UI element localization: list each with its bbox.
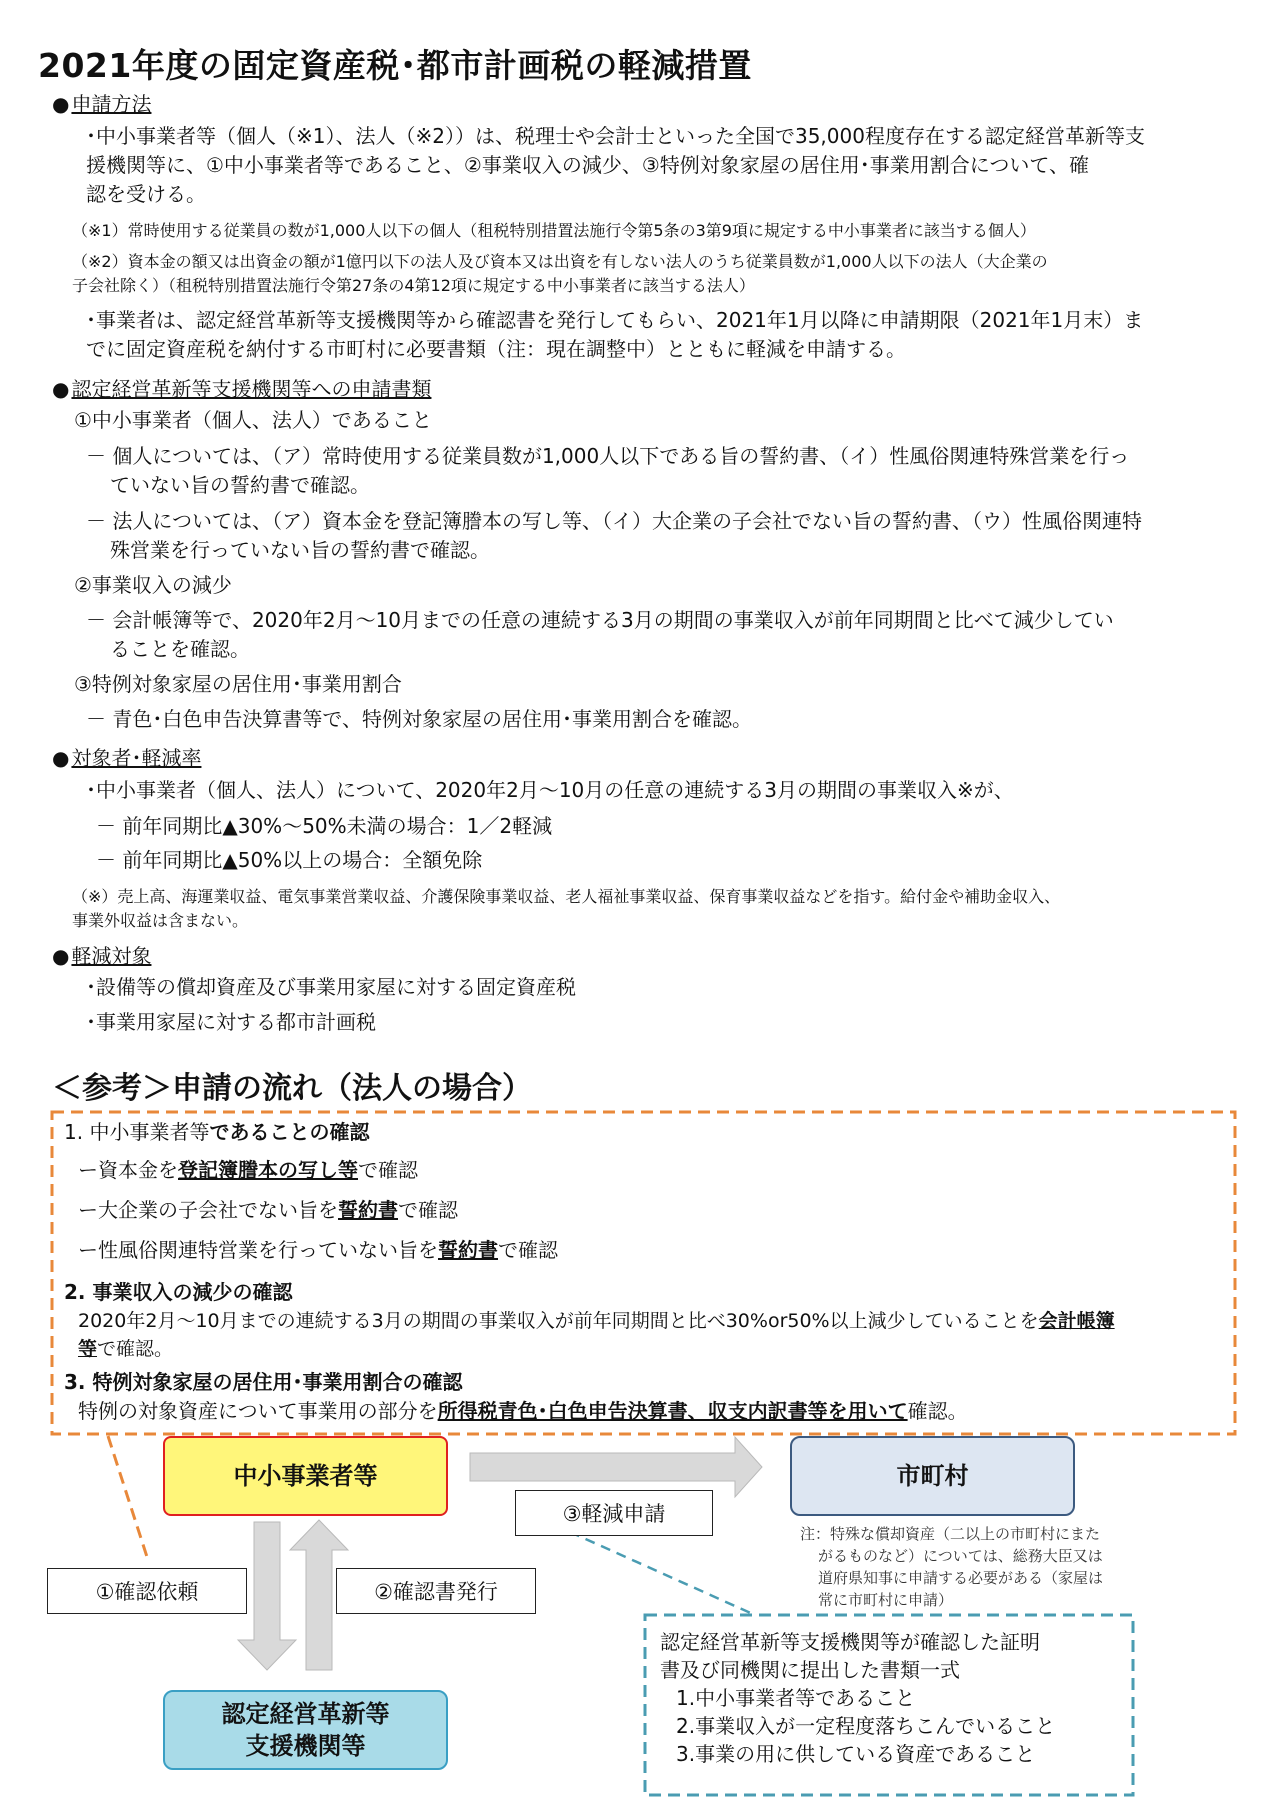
s1-bullet2-line1: ･事業者は、認定経営革新等支援機関等から確認書を発行してもらい、2021年1月以降に申請期限（2021年1月末）ま [86, 308, 1144, 332]
s2-item1a-line2: ていない旨の誓約書で確認。 [110, 473, 370, 497]
support-label-line2: 支援機関等 [245, 1732, 366, 1760]
municipality-box: 市町村 [790, 1436, 1075, 1516]
support-label-line1: 認定経営革新等 [221, 1700, 390, 1728]
s1-bullet2-line2: でに固定資産税を納付する市町村に必要書類（注：現在調整中）とともに軽減を申請する。 [86, 337, 906, 361]
s3-dash2: － 前年同期比▲50%以上の場合：全額免除 [96, 848, 483, 872]
orange-connector-line [108, 1436, 148, 1560]
label-apply-reduction: ③軽減申請 [515, 1490, 713, 1536]
arrow-right-apply [470, 1437, 762, 1497]
ref-para-2-line2: 等で確認。 [78, 1338, 174, 1360]
s2-item3a: － 青色･白色申告決算書等で、特例対象家屋の居住用･事業用割合を確認。 [86, 707, 752, 731]
docs-item-1: 1.中小事業者等であること [676, 1686, 916, 1710]
section-heading-reduction-targets: ● 軽減対象 [52, 944, 152, 968]
ref-line-adult-business: ー性風俗関連特営業を行っていない旨を誓約書で確認 [78, 1238, 558, 1262]
s3-bullet1: ･中小事業者（個人、法人）について、2020年2月～10月の任意の連続する3月の期間の事業収入※が、 [86, 778, 1014, 802]
s2-item1b-line1: － 法人については、（ア）資本金を登記簿謄本の写し等、（イ）大企業の子会社でない旨の誓約書、（ウ）性風俗関連特 [86, 509, 1142, 533]
docs-text-line2: 書及び同機関に提出した書類一式 [660, 1658, 960, 1682]
ref-heading-2: 2. 事業収入の減少の確認 [64, 1280, 293, 1304]
sme-box: 中小事業者等 [163, 1436, 448, 1516]
s1-note1: （※1）常時使用する従業員の数が1,000人以下の個人（租税特別措置法施行令第5条の3第9項に規定する中小事業者に該当する個人） [72, 221, 1036, 240]
s1-note2-line2: 子会社除く）（租税特別措置法施行令第27条の4第12項に規定する中小事業者に該当する法人） [72, 276, 755, 295]
s1-bullet1-line3: 認を受ける。 [86, 182, 206, 206]
s2-item2: ②事業収入の減少 [74, 573, 232, 597]
s3-dash1: － 前年同期比▲30%～50%未満の場合：1／2軽減 [96, 814, 553, 838]
reference-title: ＜参考＞申請の流れ（法人の場合） [52, 1071, 532, 1106]
s2-item1a-line1: － 個人については、（ア）常時使用する従業員数が1,000人以下である旨の誓約書、（イ）性風俗関連特殊営業を行っ [86, 444, 1130, 468]
s3-note-line1: （※）売上高、海運業収益、電気事業営業収益、介護保険事業収益、老人福祉事業収益、保育事業収益などを指す。給付金や補助金収入、 [72, 887, 1061, 906]
s2-item2a-line1: － 会計帳簿等で、2020年2月～10月までの任意の連続する3月の期間の事業収入が前年同期間と比べて減少してい [86, 608, 1114, 632]
s2-item1: ①中小事業者（個人、法人）であること [74, 408, 432, 432]
teal-connector-line [570, 1532, 755, 1615]
municipality-note-line1: 注：特殊な償却資産（二以上の市町村にまた [800, 1525, 1101, 1543]
ref-line-subsidiary: ー大企業の子会社でない旨を誓約書で確認 [78, 1198, 458, 1222]
s2-item1b-line2: 殊営業を行っていない旨の誓約書で確認。 [110, 538, 490, 562]
section-heading-required-documents: ● 認定経営革新等支援機関等への申請書類 [52, 377, 432, 401]
s4-bullet2: ･事業用家屋に対する都市計画税 [86, 1010, 376, 1034]
s1-bullet1-line2: 援機関等に、①中小事業者等であること、②事業収入の減少、③特例対象家屋の居住用･事業用割合について、確 [86, 153, 1089, 177]
ref-line-capital: ー資本金を登記簿謄本の写し等で確認 [78, 1158, 418, 1182]
s3-note-line2: 事業外収益は含まない。 [72, 911, 249, 930]
s1-bullet1-line1: ･中小事業者等（個人（※1）、法人（※2））は、税理士や会計士といった全国で35,000程度存在する認定経営革新等支 [86, 124, 1145, 148]
s2-item2a-line2: ることを確認。 [110, 637, 250, 661]
section-heading-application-method: ● 申請方法 [52, 92, 152, 116]
label-confirmation-request: ①確認依頼 [47, 1568, 247, 1614]
ref-heading-1: 1. 中小事業者等であることの確認 [64, 1120, 370, 1144]
s4-bullet1: ･設備等の償却資産及び事業用家屋に対する固定資産税 [86, 975, 576, 999]
docs-item-3: 3.事業の用に供している資産であること [676, 1742, 1036, 1766]
docs-text-line1: 認定経営革新等支援機関等が確認した証明 [660, 1630, 1040, 1654]
ref-heading-3: 3. 特例対象家屋の居住用･事業用割合の確認 [64, 1370, 463, 1394]
municipality-note-line4: 常に市町村に申請） [818, 1591, 954, 1609]
municipality-note-line2: がるものなど）については、総務大臣又は [818, 1547, 1103, 1565]
municipality-note-line3: 道府県知事に申請する必要がある（家屋は [818, 1569, 1104, 1587]
ref-para-2-line1: 2020年2月～10月までの連続する3月の期間の事業収入が前年同期間と比べ30%or50%以上減少していることを会計帳簿 [78, 1310, 1115, 1332]
section-heading-targets-rates: ● 対象者･軽減率 [52, 746, 202, 770]
s2-item3: ③特例対象家屋の居住用･事業用割合 [74, 672, 402, 696]
page-title: 2021年度の固定資産税･都市計画税の軽減措置 [38, 46, 752, 85]
label-certificate-issuance: ②確認書発行 [336, 1568, 536, 1614]
support-organization-box [163, 1690, 448, 1770]
docs-item-2: 2.事業収入が一定程度落ちこんでいること [676, 1714, 1056, 1738]
ref-para-3: 特例の対象資産について事業用の部分を所得税青色･白色申告決算書、収支内訳書等を用いて確認。 [78, 1399, 968, 1423]
s1-note2-line1: （※2）資本金の額又は出資金の額が1億円以下の法人及び資本又は出資を有しない法人のうち従業員数が1,000人以下の法人（大企業の [72, 252, 1048, 271]
